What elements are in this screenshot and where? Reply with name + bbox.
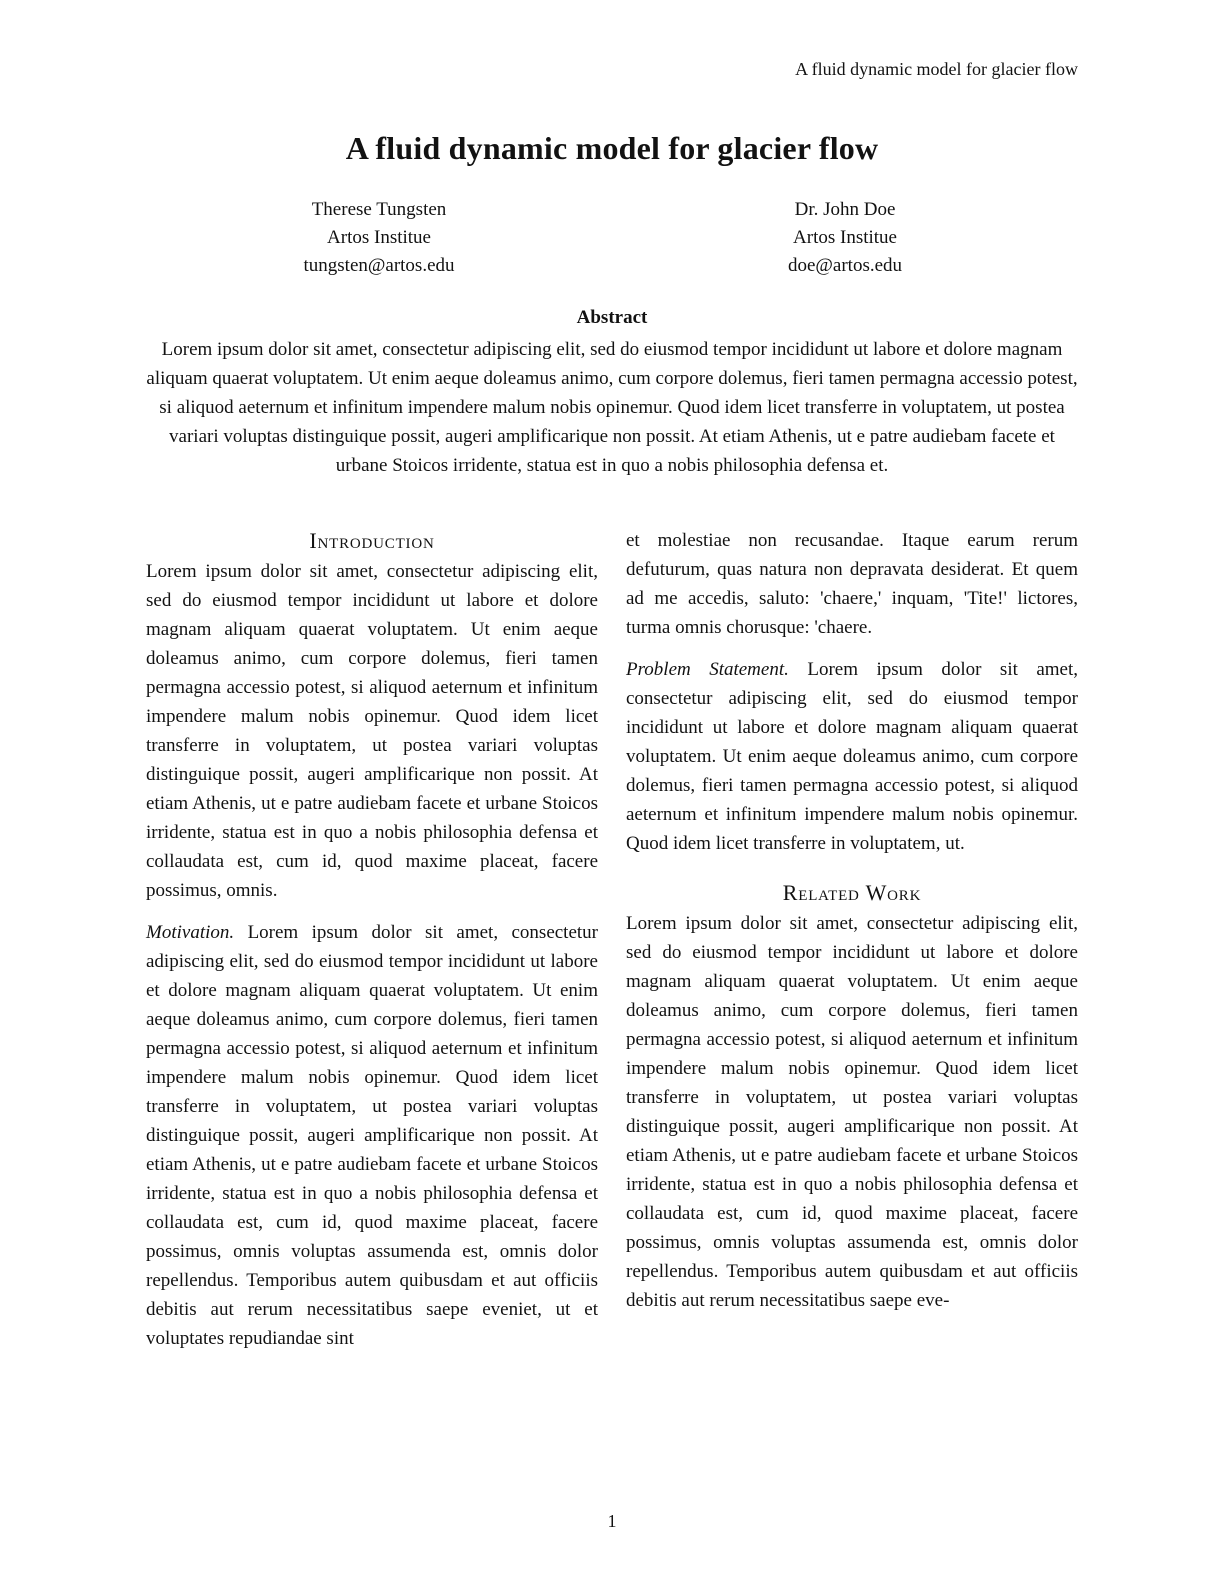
abstract-text: Lorem ipsum dolor sit amet, consectetur adipiscing elit, sed do eiusmod tempor incididunt ut labore et dolore magnam aliquam quaerat voluptatem. Ut enim aeque doleamus animo, cum corpore dolemus, fieri tamen permagna accessio potest, si aliquod aeternum et infinitum impendere malum nobis opinemur. Quod idem licet transferre in voluptatem, ut postea variari voluptas distinguique possit, augeri amplificarique non possit. At etiam Athenis, ut e patre audiebam facete et urbane Stoicos irridente, statua est in quo a nobis philosophia defensa et. (146, 339, 1078, 476)
author-2 (612, 196, 1078, 280)
motivation-paragraph-continuation: et molestiae non recusandae. Itaque earum rerum defuturum, quas natura non depravata desiderat. Et quem ad me accedis, saluto: 'chaere,' inquam, 'Tite!' lictores, turma omnis chorusque: 'chaere. (626, 530, 1078, 638)
motivation-paragraph-text: Lorem ipsum dolor sit amet, consectetur adipiscing elit, sed do eiusmod tempor incididunt ut labore et dolore magnam aliquam quaerat voluptatem. Ut enim aeque doleamus animo, cum corpore dolemus, fieri tamen permagna accessio potest, si aliquod aeternum et infinitum impendere malum nobis opinemur. Quod idem licet transferre in voluptatem, ut postea variari voluptas distinguique possit, augeri amplificarique non possit. At etiam Athenis, ut e patre audiebam facete et urbane Stoicos irridente, statua est in quo a nobis philosophia defensa et collaudata est, cum id, quod maxime placeat, facere possimus, omnis voluptas assumenda est, omnis dolor repellendus. Temporibus autem quibusdam et aut officiis debitis aut rerum necessitatibus saepe eveniet, ut et voluptates repudiandae sint (146, 922, 598, 1349)
author-1-name: Therese Tungsten (311, 199, 447, 220)
left-column (146, 526, 598, 1353)
introduction-paragraph: Lorem ipsum dolor sit amet, consectetur adipiscing elit, sed do eiusmod tempor incididunt ut labore et dolore magnam aliquam quaerat voluptatem. Ut enim aeque doleamus animo, cum corpore dolemus, fieri tamen permagna accessio potest, si aliquod aeternum et infinitum impendere malum nobis opinemur. Quod idem licet transferre in voluptatem, ut postea variari voluptas distinguique possit, augeri amplificarique non possit. At etiam Athenis, ut e patre audiebam facete et urbane Stoicos irridente, statua est in quo a nobis philosophia defensa et collaudata est, cum id, quod maxime placeat, facere possimus, omnis. (146, 561, 598, 901)
problem-statement-run-in-heading: Problem Statement. (626, 659, 789, 680)
section-heading-related-work: Related Work (782, 880, 922, 905)
author-block (146, 196, 1078, 280)
paper-title: A fluid dynamic model for glacier flow (345, 130, 879, 166)
abstract-heading: Abstract (576, 307, 648, 328)
problem-statement-paragraph (626, 655, 1078, 858)
author-2-email: doe@artos.edu (787, 255, 903, 276)
page-number: 1 (607, 1511, 617, 1531)
motivation-paragraph (146, 918, 598, 1353)
motivation-run-in-heading: Motivation. (146, 922, 235, 943)
author-2-name: Dr. John Doe (794, 199, 896, 220)
author-1-affiliation: Artos Institue (327, 227, 431, 248)
two-column-body (146, 526, 1078, 1353)
author-2-affiliation: Artos Institue (793, 227, 897, 248)
author-1 (146, 196, 612, 280)
problem-statement-paragraph-text: Lorem ipsum dolor sit amet, consectetur adipiscing elit, sed do eiusmod tempor incididunt ut labore et dolore magnam aliquam quaerat voluptatem. Ut enim aeque doleamus animo, cum corpore dolemus, fieri tamen permagna accessio potest, si aliquod aeternum et infinitum impendere malum nobis opinemur. Quod idem licet transferre in voluptatem, ut. (626, 659, 1079, 854)
author-1-email: tungsten@artos.edu (303, 255, 455, 276)
related-work-paragraph: Lorem ipsum dolor sit amet, consectetur adipiscing elit, sed do eiusmod tempor incididunt ut labore et dolore magnam aliquam quaerat voluptatem. Ut enim aeque doleamus animo, cum corpore dolemus, fieri tamen permagna accessio potest, si aliquod aeternum et infinitum impendere malum nobis opinemur. Quod idem licet transferre in voluptatem, ut postea variari voluptas distinguique possit, augeri amplificarique non possit. At etiam Athenis, ut e patre audiebam facete et urbane Stoicos irridente, statua est in quo a nobis philosophia defensa et collaudata est, cum id, quod maxime placeat, facere possimus, omnis voluptas assumenda est, omnis dolor repellendus. Temporibus autem quibusdam et aut officiis debitis aut rerum necessitatibus saepe eve- (626, 913, 1078, 1311)
section-heading-introduction: Introduction (309, 528, 435, 553)
running-header: A fluid dynamic model for glacier flow (795, 59, 1078, 79)
right-column (626, 526, 1078, 1353)
